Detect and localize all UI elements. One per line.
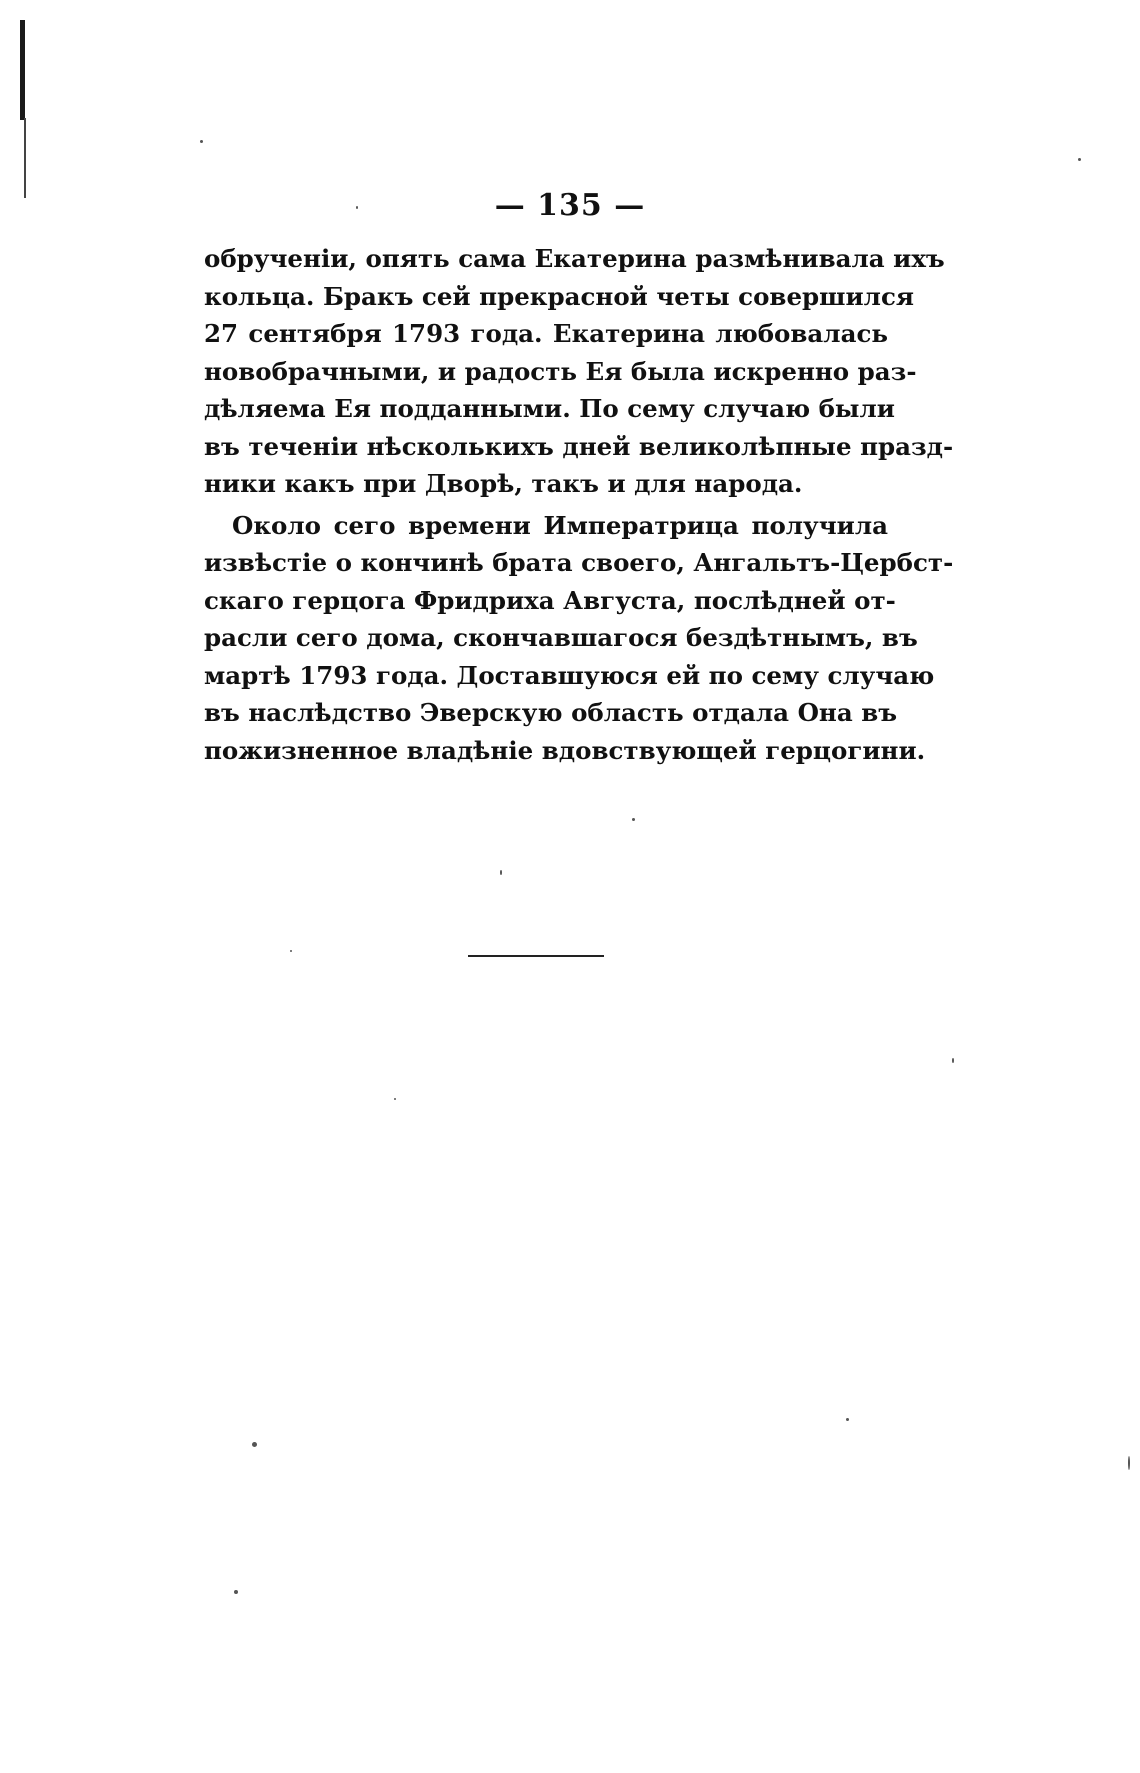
- text-line: новобрачными, и радость Ея была искренно раз-: [204, 356, 917, 386]
- scan-speck: [356, 206, 358, 209]
- text-line: обрученіи, опять сама Екатерина размѣнивала ихъ: [204, 244, 945, 273]
- binding-edge: [20, 20, 25, 120]
- text-line: пожизненное владѣніе вдовствующей герцогини.: [204, 735, 926, 765]
- scan-speck: [252, 1442, 257, 1447]
- scan-speck: [394, 1098, 396, 1100]
- text-line: скаго герцога Фридриха Августа, послѣдней от-: [204, 585, 896, 615]
- scan-speck: [290, 950, 292, 952]
- text-line: дѣляема Ея подданными. По сему случаю были: [204, 394, 895, 423]
- scan-speck: [500, 870, 502, 875]
- text-line: Около сего времени Императрица получила: [232, 510, 888, 540]
- paragraph-1: [204, 240, 954, 503]
- text-line: въ наслѣдство Эверскую область отдала Она въ: [204, 698, 898, 727]
- scan-speck: [200, 140, 203, 143]
- text-line: извѣстіе о кончинѣ брата своего, Ангальтъ-Цербст-: [204, 548, 954, 577]
- paragraph-2: [204, 507, 954, 770]
- scan-speck: [234, 1590, 238, 1594]
- scan-speck: [952, 1058, 954, 1063]
- page-number: — 135 —: [494, 188, 646, 223]
- text-line: 27 сентября 1793 года. Екатерина любовалась: [204, 319, 888, 348]
- text-line: мартѣ 1793 года. Доставшуюся ей по сему случаю: [204, 660, 935, 690]
- text-line: кольца. Бракъ сей прекрасной четы совершился: [204, 281, 914, 311]
- scan-speck: [846, 1418, 849, 1421]
- binding-edge-shadow: [24, 118, 26, 198]
- scan-speck: [632, 818, 635, 821]
- section-divider: [468, 955, 604, 957]
- body-text: [204, 240, 954, 769]
- scan-speck: [1128, 1456, 1130, 1470]
- text-line: въ теченіи нѣсколькихъ дней великолѣпные празд-: [204, 431, 954, 461]
- text-line: ники какъ при Дворѣ, такъ и для народа.: [204, 469, 803, 498]
- text-line: расли сего дома, скончавшагося бездѣтнымъ, въ: [204, 623, 918, 652]
- scan-speck: [1078, 158, 1081, 161]
